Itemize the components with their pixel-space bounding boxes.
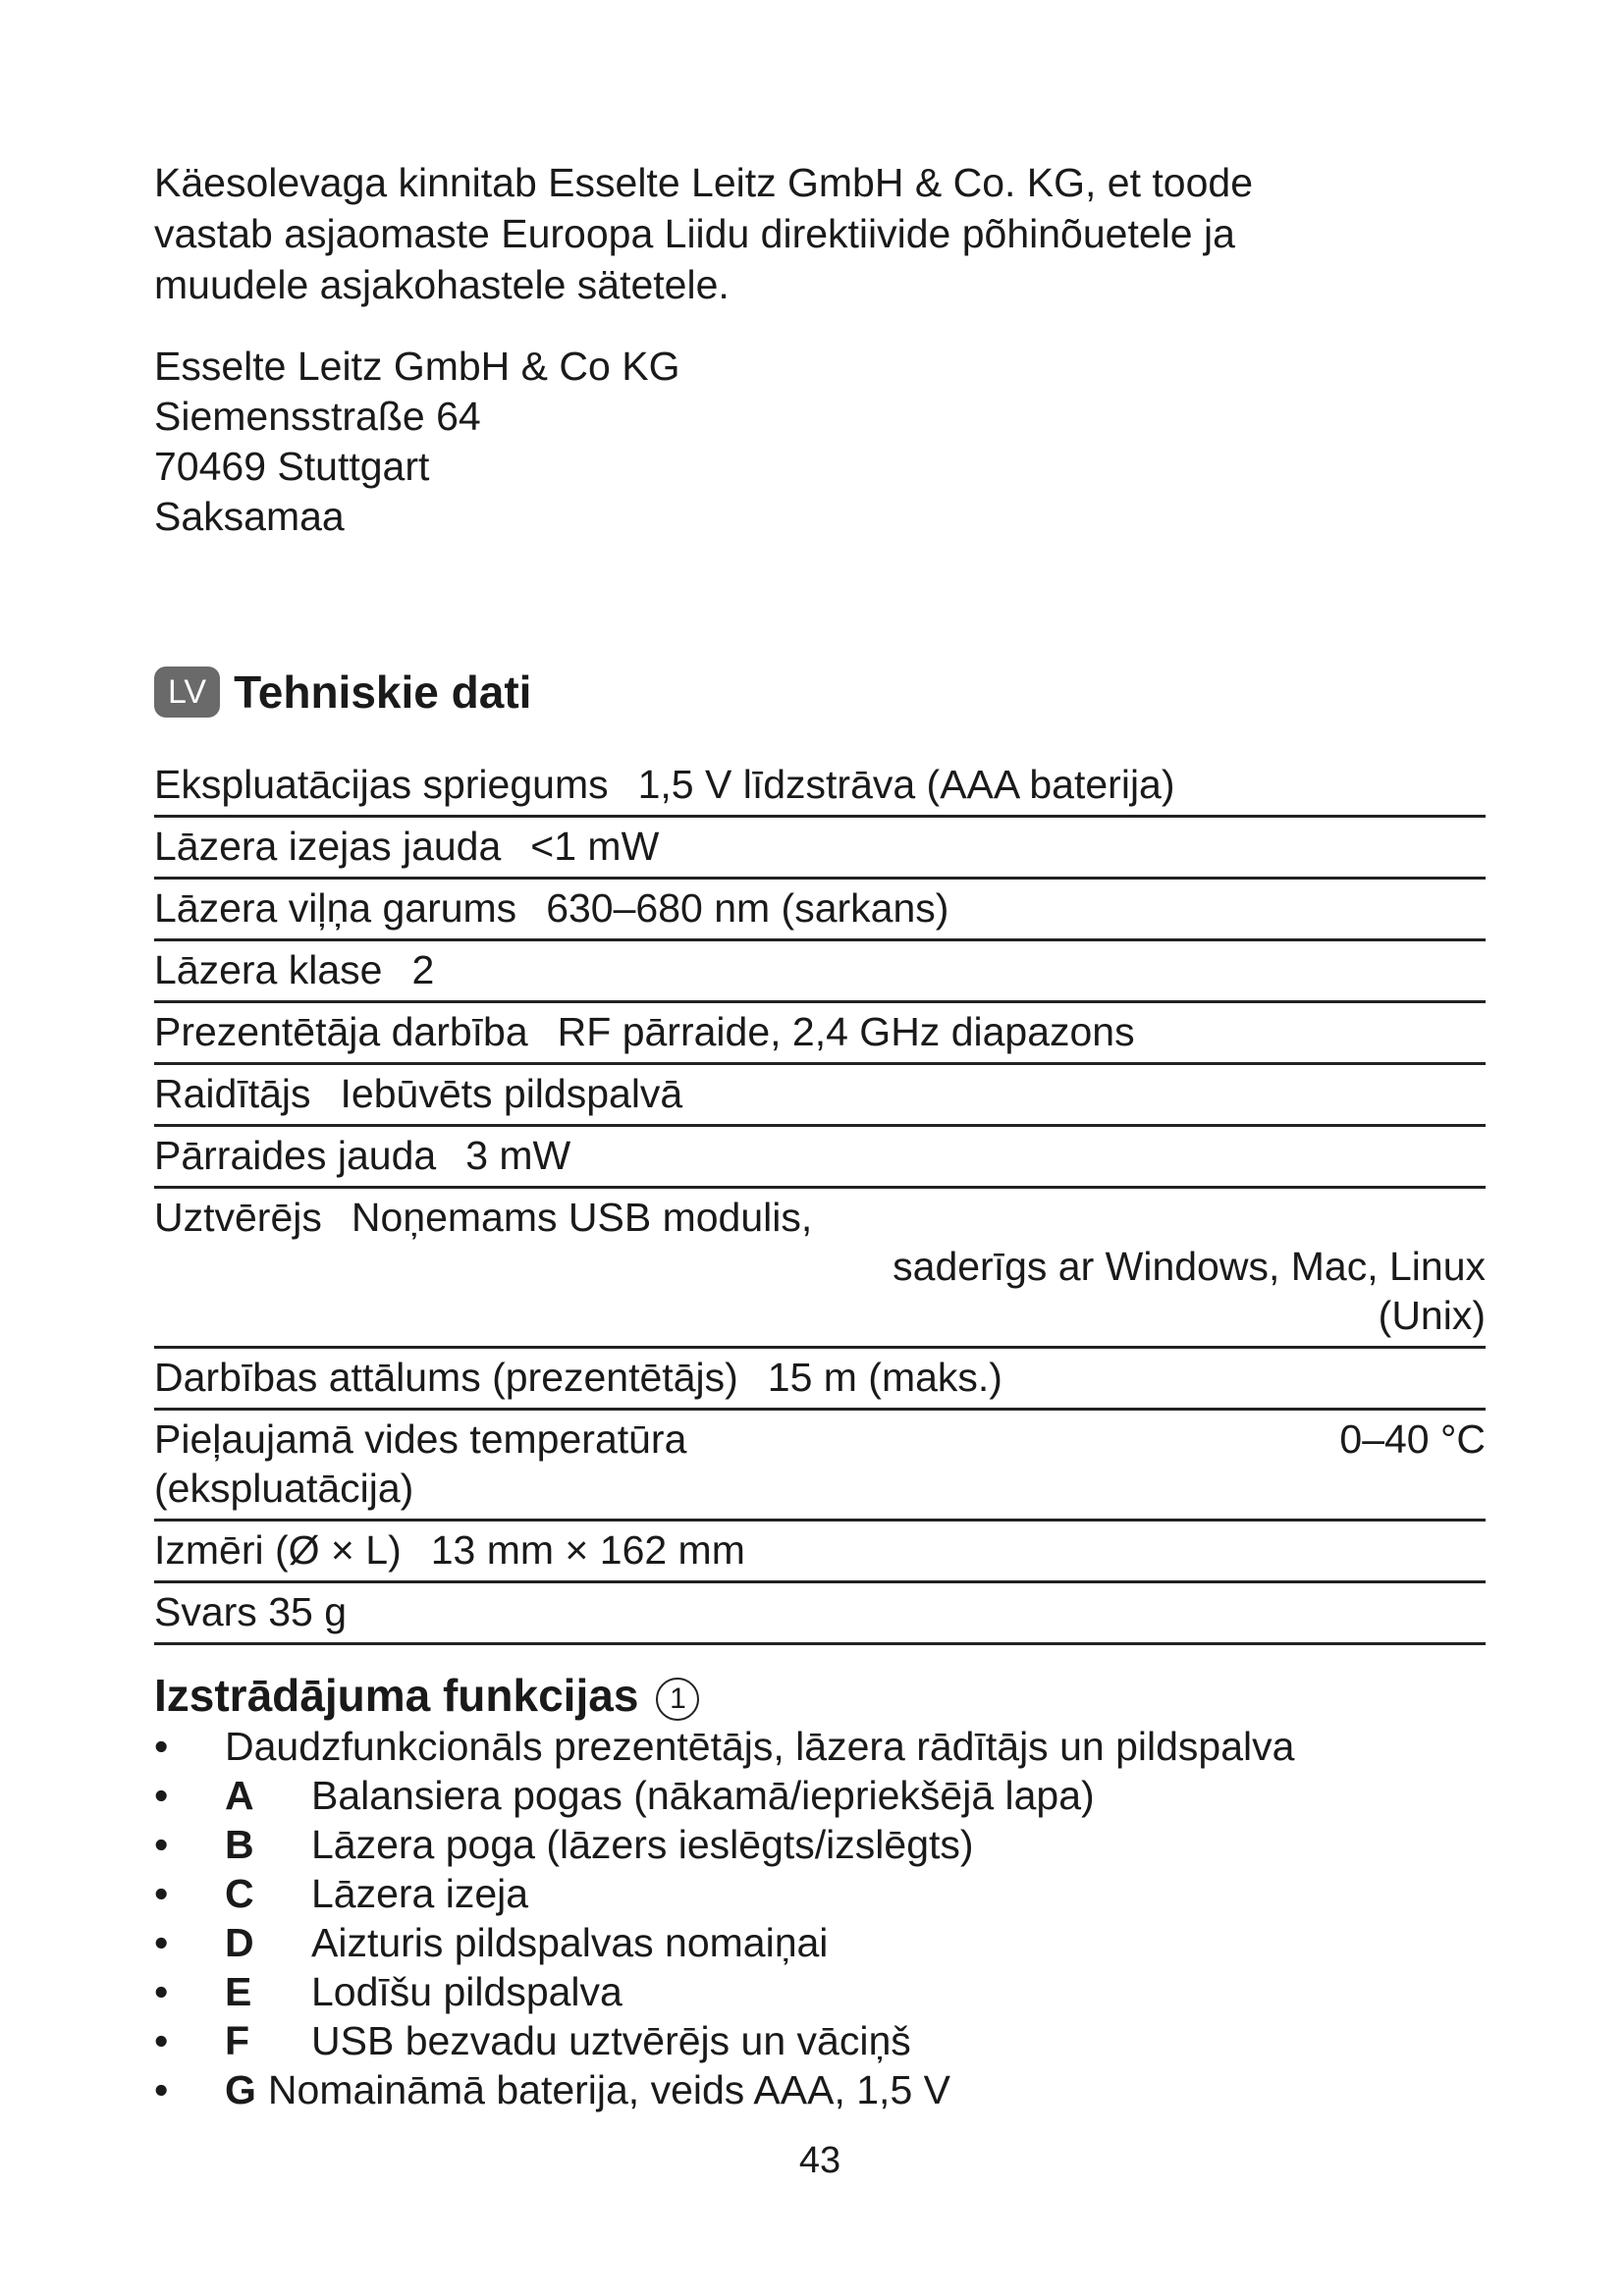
bullet-icon: • bbox=[154, 2018, 169, 2063]
spec-label: Ekspluatācijas spriegums bbox=[154, 762, 609, 807]
spec-row bbox=[154, 1522, 1486, 1583]
spec-value: 1,5 V līdzstrāva (AAA baterija) bbox=[637, 762, 1175, 807]
spec-value-line2: saderīgs ar Windows, Mac, Linux bbox=[893, 1244, 1486, 1289]
spec-row bbox=[154, 1583, 1486, 1645]
list-item bbox=[154, 2016, 1486, 2065]
spec-label: Lāzera klase bbox=[154, 947, 383, 992]
feature-text: Lāzera poga (lāzers ieslēgts/izslēgts) bbox=[311, 1822, 974, 1867]
feature-key: B bbox=[225, 1822, 254, 1867]
feature-key: A bbox=[225, 1773, 254, 1818]
spec-row bbox=[154, 880, 1486, 941]
spec-row bbox=[154, 1127, 1486, 1189]
spec-row bbox=[154, 756, 1486, 818]
section-heading bbox=[154, 666, 531, 719]
feature-key: F bbox=[225, 2018, 250, 2063]
spec-label: Pieļaujamā vides temperatūra bbox=[154, 1416, 687, 1462]
spec-row bbox=[154, 818, 1486, 880]
figure-reference-badge: 1 bbox=[656, 1678, 699, 1721]
spec-value: Noņemams USB modulis, bbox=[351, 1195, 813, 1240]
spec-row bbox=[154, 1411, 1486, 1522]
declaration-paragraph bbox=[154, 157, 1362, 310]
spec-label: Lāzera viļņa garums bbox=[154, 885, 517, 931]
spec-value: 15 m (maks.) bbox=[767, 1355, 1002, 1400]
spec-value: Iebūvēts pildspalvā bbox=[340, 1071, 683, 1116]
bullet-icon: • bbox=[154, 2067, 169, 2112]
feature-key: G bbox=[225, 2067, 256, 2112]
feature-text: Balansiera pogas (nākamā/iepriekšējā lapa) bbox=[311, 1773, 1095, 1818]
spec-row bbox=[154, 1003, 1486, 1065]
feature-key: E bbox=[225, 1969, 252, 2014]
address-country: Saksamaa bbox=[154, 494, 345, 539]
bullet-icon: • bbox=[154, 1822, 169, 1867]
bullet-icon: • bbox=[154, 1969, 169, 2014]
spec-label: Uztvērējs bbox=[154, 1195, 322, 1240]
spec-value: 0–40 °C bbox=[1339, 1416, 1486, 1462]
spec-value: 13 mm × 162 mm bbox=[430, 1527, 745, 1573]
feature-text: Daudzfunkcionāls prezentētājs, lāzera rādītājs un pildspalva bbox=[225, 1724, 1295, 1769]
section-title: Tehniskie dati bbox=[234, 667, 532, 718]
list-item bbox=[154, 1722, 1486, 1771]
spec-value: <1 mW bbox=[530, 824, 660, 869]
address-block bbox=[154, 342, 679, 542]
spec-label-line2: (ekspluatācija) bbox=[154, 1466, 414, 1511]
spec-row bbox=[154, 941, 1486, 1003]
features-section bbox=[154, 1669, 1486, 2114]
feature-key: D bbox=[225, 1920, 254, 1965]
language-badge: LV bbox=[154, 667, 220, 718]
address-street: Siemensstraße 64 bbox=[154, 394, 481, 439]
spec-table bbox=[154, 756, 1486, 1645]
spec-value: 35 g bbox=[268, 1589, 348, 1634]
list-item bbox=[154, 1820, 1486, 1869]
feature-text: USB bezvadu uztvērējs un vāciņš bbox=[311, 2018, 911, 2063]
bullet-icon: • bbox=[154, 1724, 169, 1769]
page-number: 43 bbox=[798, 2140, 841, 2181]
feature-text: Lodīšu pildspalva bbox=[311, 1969, 623, 2014]
bullet-icon: • bbox=[154, 1773, 169, 1818]
spec-row bbox=[154, 1189, 1486, 1349]
address-city: 70469 Stuttgart bbox=[154, 444, 430, 489]
list-item bbox=[154, 1918, 1486, 1967]
list-item bbox=[154, 1967, 1486, 2016]
spec-value: RF pārraide, 2,4 GHz diapazons bbox=[557, 1009, 1135, 1054]
declaration-text: Käesolevaga kinnitab Esselte Leitz GmbH & Co. KG, et toode vastab asjaomaste Euroopa Liidu direktiivide põhinõuetele ja muudele asjakohastele sätetele. bbox=[154, 160, 1253, 307]
feature-text: Lāzera izeja bbox=[311, 1871, 529, 1916]
features-list bbox=[154, 1722, 1486, 2114]
spec-row bbox=[154, 1349, 1486, 1411]
spec-label: Svars bbox=[154, 1589, 257, 1634]
spec-label: Raidītājs bbox=[154, 1071, 311, 1116]
spec-value: 630–680 nm (sarkans) bbox=[546, 885, 949, 931]
spec-row bbox=[154, 1065, 1486, 1127]
spec-label: Prezentētāja darbība bbox=[154, 1009, 528, 1054]
feature-text: Aizturis pildspalvas nomaiņai bbox=[311, 1920, 829, 1965]
spec-label: Darbības attālums (prezentētājs) bbox=[154, 1355, 738, 1400]
spec-label: Izmēri (Ø × L) bbox=[154, 1527, 402, 1573]
spec-value: 2 bbox=[411, 947, 435, 992]
feature-text: Nomaināmā baterija, veids AAA, 1,5 V bbox=[267, 2067, 950, 2112]
list-item bbox=[154, 2065, 1486, 2114]
spec-label: Lāzera izejas jauda bbox=[154, 824, 502, 869]
feature-key: C bbox=[225, 1871, 254, 1916]
spec-label: Pārraides jauda bbox=[154, 1133, 437, 1178]
address-company: Esselte Leitz GmbH & Co KG bbox=[154, 344, 680, 389]
features-title: Izstrādājuma funkcijas bbox=[154, 1670, 639, 1721]
list-item bbox=[154, 1869, 1486, 1918]
bullet-icon: • bbox=[154, 1871, 169, 1916]
bullet-icon: • bbox=[154, 1920, 169, 1965]
spec-value: 3 mW bbox=[465, 1133, 571, 1178]
list-item bbox=[154, 1771, 1486, 1820]
features-heading bbox=[154, 1669, 1486, 1722]
spec-value-line3: (Unix) bbox=[1378, 1293, 1486, 1338]
